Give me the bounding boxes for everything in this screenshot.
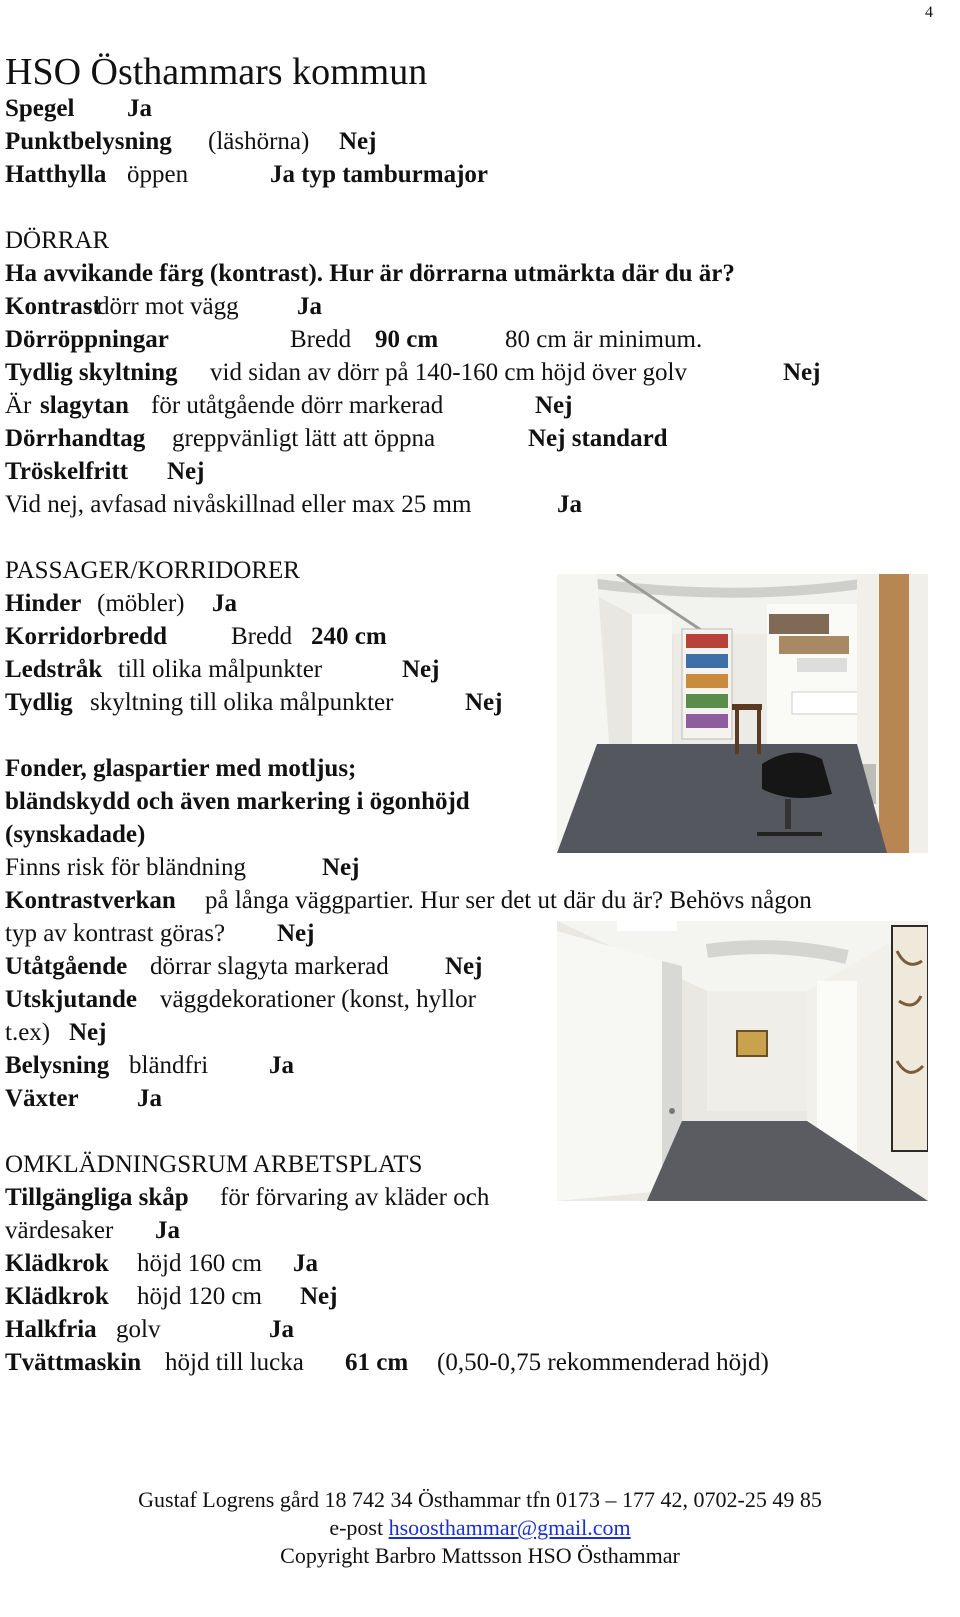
line-text: Nej xyxy=(277,920,315,947)
line-text: 61 cm xyxy=(345,1349,409,1376)
line-text: bländfri xyxy=(129,1052,209,1079)
line-text: greppvänligt lätt att öppna xyxy=(172,425,436,452)
line-text: 80 cm är minimum. xyxy=(505,326,703,353)
line-text: Fonder, glaspartier med motljus; xyxy=(5,755,357,782)
line-text: t.ex) xyxy=(5,1019,51,1046)
line-text: dörrar slagyta markerad xyxy=(150,953,389,980)
line-text: Korridorbredd xyxy=(5,623,168,650)
line-text: Dörröppningar xyxy=(5,326,169,353)
line-text: Tvättmaskin xyxy=(5,1349,142,1376)
line-text: Nej xyxy=(339,128,377,155)
line-text: Nej xyxy=(322,854,360,881)
line-text: Vid nej, avfasad nivåskillnad eller max 25 mm xyxy=(5,491,472,518)
line-text: Ja xyxy=(127,95,152,122)
line-text: Nej xyxy=(535,392,573,419)
line-text: Tydlig skyltning xyxy=(5,359,178,386)
page-number: 4 xyxy=(925,4,933,21)
line-text: Växter xyxy=(5,1085,79,1112)
line-text: Ja xyxy=(293,1250,318,1277)
line-text: Nej standard xyxy=(528,425,668,452)
email-link[interactable]: hsoosthammar@gmail.com xyxy=(388,1515,631,1540)
page-title: HSO Östhammars kommun xyxy=(5,51,428,93)
line-text: vid sidan av dörr på 140-160 cm höjd över golv xyxy=(210,359,687,386)
line-text: Ledstråk xyxy=(5,656,103,683)
line-text: Belysning xyxy=(5,1052,110,1079)
line-text: typ av kontrast göras? xyxy=(5,920,226,947)
line-text: (möbler) xyxy=(97,590,185,617)
line-text: Ja typ tamburmajor xyxy=(270,161,489,188)
line-text: OMKLÄDNINGSRUM ARBETSPLATS xyxy=(5,1151,423,1178)
footer-copyright: Copyright Barbro Mattsson HSO Östhammar xyxy=(280,1543,680,1568)
line-text: Nej xyxy=(402,656,440,683)
line-text: Kontrast xyxy=(5,293,101,320)
line-text: Klädkrok xyxy=(5,1250,109,1277)
line-text: 90 cm xyxy=(375,326,439,353)
line-text: Finns risk för bländning xyxy=(5,854,246,881)
email-label: e-post xyxy=(329,1515,384,1540)
corridor-photo xyxy=(557,574,928,853)
line-text: golv xyxy=(116,1316,161,1343)
line-text: Hatthylla xyxy=(5,161,107,188)
footer-address: Gustaf Logrens gård 18 742 34 Östhammar tfn 0173 – 177 42, 0702-25 49 85 xyxy=(138,1487,822,1512)
footer-email xyxy=(0,1514,960,1542)
line-text: Nej xyxy=(167,458,205,485)
line-text: Ja xyxy=(557,491,582,518)
line-text: Nej xyxy=(465,689,503,716)
line-text: Nej xyxy=(69,1019,107,1046)
line-text: Bredd xyxy=(231,623,293,650)
line-text: väggdekorationer (konst, hyllor xyxy=(160,986,476,1013)
line-text: Ja xyxy=(297,293,322,320)
line-text: Tröskelfritt xyxy=(5,458,129,485)
line-text: Punktbelysning xyxy=(5,128,172,155)
line-text: Ha avvikande färg (kontrast). Hur är dörrarna utmärkta där du är? xyxy=(5,260,735,287)
line-text: värdesaker xyxy=(5,1217,114,1244)
line-text: för utåtgående dörr markerad xyxy=(151,392,444,419)
line-text: Ja xyxy=(137,1085,162,1112)
line-text: PASSAGER/KORRIDORER xyxy=(5,557,300,584)
line-text: Ja xyxy=(155,1217,180,1244)
line-text: Ja xyxy=(269,1316,294,1343)
line-text: Bredd xyxy=(290,326,352,353)
line-text: på långa väggpartier. Hur ser det ut där du är? Behövs någon xyxy=(205,887,812,914)
line-text: till olika målpunkter xyxy=(118,656,323,683)
line-text: Halkfria xyxy=(5,1316,97,1343)
line-text: slagytan xyxy=(40,392,129,419)
line-text: Ja xyxy=(212,590,237,617)
line-text: Spegel xyxy=(5,95,75,122)
line-text: (läshörna) xyxy=(208,128,310,155)
line-text: öppen xyxy=(127,161,189,188)
line-text: höjd 120 cm xyxy=(137,1283,262,1310)
line-text: Tillgängliga skåp xyxy=(5,1184,189,1211)
line-text: Nej xyxy=(445,953,483,980)
line-text: DÖRRAR xyxy=(5,227,110,254)
line-text: skyltning till olika målpunkter xyxy=(90,689,394,716)
line-text: Klädkrok xyxy=(5,1283,109,1310)
line-text: höjd 160 cm xyxy=(137,1250,262,1277)
line-text: Nej xyxy=(300,1283,338,1310)
line-text: för förvaring av kläder och xyxy=(220,1184,490,1211)
line-text: Kontrastverkan xyxy=(5,887,176,914)
hallway-photo xyxy=(557,921,928,1201)
line-text: bländskydd och även markering i ögonhöjd xyxy=(5,788,470,815)
line-text: Är xyxy=(5,392,32,419)
line-text: Utåtgående xyxy=(5,953,128,980)
line-text: (synskadade) xyxy=(5,821,146,848)
line-text: dörr mot vägg xyxy=(97,293,239,320)
line-text: Ja xyxy=(269,1052,294,1079)
line-text: Hinder xyxy=(5,590,82,617)
line-text: 240 cm xyxy=(311,623,387,650)
line-text: (0,50-0,75 rekommenderad höjd) xyxy=(437,1349,769,1376)
line-text: Utskjutande xyxy=(5,986,137,1013)
line-text: Nej xyxy=(783,359,821,386)
line-text: Tydlig xyxy=(5,689,73,716)
line-text: Dörrhandtag xyxy=(5,425,146,452)
line-text: höjd till lucka xyxy=(165,1349,304,1376)
